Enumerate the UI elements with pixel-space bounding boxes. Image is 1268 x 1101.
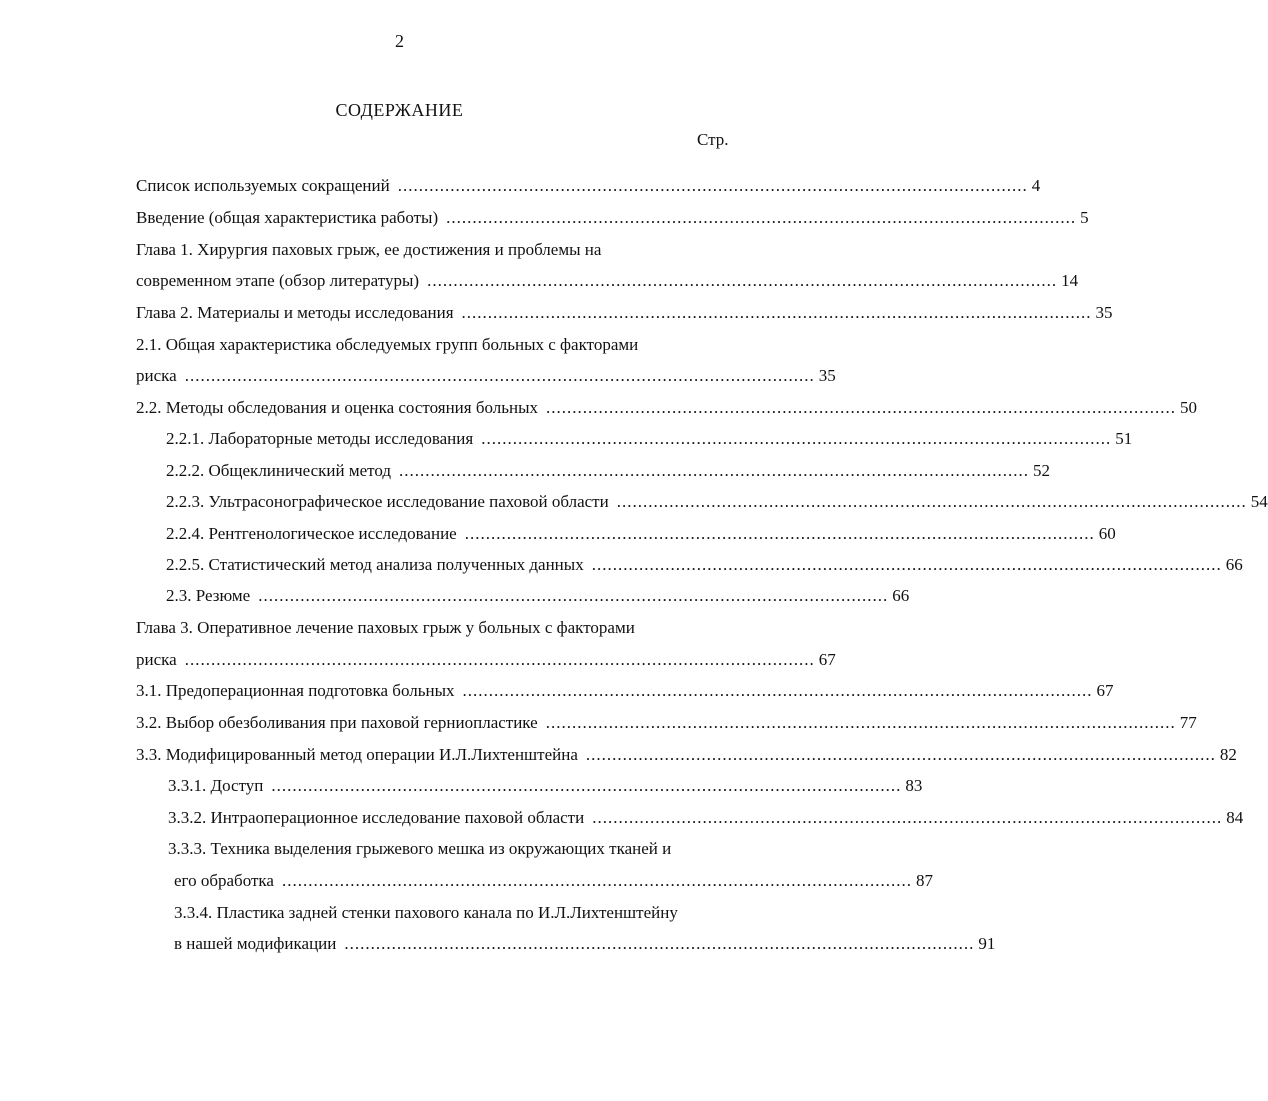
- toc-leader: ........................................................................................................................: [545, 713, 1176, 732]
- toc-entry-page: 83: [905, 776, 923, 795]
- toc-entry-line1: 3.3.4. Пластика задней стенки пахового канала по И.Л.Лихтенштейну: [174, 903, 678, 922]
- toc-leader: ........................................................................................................................: [427, 271, 1058, 290]
- toc-entry-line1: Глава 1. Хирургия паховых грыж, ее достижения и проблемы на: [136, 240, 602, 259]
- toc-entry-text: в нашей модификации: [174, 934, 337, 953]
- toc-entry: [136, 650, 836, 670]
- page-title: СОДЕРЖАНИЕ: [335, 100, 464, 120]
- toc-entry-text: 2.3. Резюме: [166, 586, 251, 605]
- toc-leader: ........................................................................................................................: [461, 303, 1092, 322]
- toc-entry-page: 35: [1095, 303, 1113, 322]
- toc-entry-page: 84: [1226, 808, 1244, 827]
- toc-entry-text: 2.2. Методы обследования и оценка состояния больных: [136, 398, 539, 417]
- toc-leader: ........................................................................................................................: [591, 555, 1222, 574]
- toc-entry-text: 3.2. Выбор обезболивания при паховой герниопластике: [136, 713, 538, 732]
- toc-leader: ........................................................................................................................: [546, 398, 1177, 417]
- toc-entry-text: 3.3.2. Интраоперационное исследование паховой области: [168, 808, 585, 827]
- toc-entry: [136, 366, 836, 386]
- toc-entry-text: 3.3. Модифицированный метод операции И.Л.Лихтенштейна: [136, 745, 578, 764]
- toc-leader: ........................................................................................................................: [585, 745, 1216, 764]
- toc-entry-page: 91: [978, 934, 996, 953]
- toc-leader: ........................................................................................................................: [616, 492, 1247, 511]
- toc-entry-text: 2.2.3. Ультрасонографическое исследование паховой области: [166, 492, 609, 511]
- toc-entry-text: 2.2.1. Лабораторные методы исследования: [166, 429, 474, 448]
- toc-entry: [168, 776, 923, 796]
- toc-entry: [136, 208, 1089, 228]
- toc-entry-page: 67: [1096, 681, 1114, 700]
- toc-entry-page: 52: [1033, 461, 1051, 480]
- toc-entry-line1: 3.3.3. Техника выделения грыжевого мешка из окружающих тканей и: [168, 839, 672, 858]
- toc-entry-page: 67: [818, 650, 836, 669]
- toc-entry: [166, 492, 1268, 512]
- toc-entry-text: 3.1. Предоперационная подготовка больных: [136, 681, 455, 700]
- toc-entry-page: 51: [1115, 429, 1133, 448]
- toc-leader: ........................................................................................................................: [281, 871, 912, 890]
- toc-entry-text: 2.2.5. Статистический метод анализа полученных данных: [166, 555, 584, 574]
- toc-entry-page: 14: [1061, 271, 1079, 290]
- toc-leader: ........................................................................................................................: [399, 461, 1030, 480]
- page-column-header: Стр.: [697, 130, 729, 149]
- toc-leader: ........................................................................................................................: [446, 208, 1077, 227]
- toc-entry: [136, 398, 1198, 418]
- toc-entry: [166, 586, 910, 606]
- toc-entry-page: 35: [818, 366, 836, 385]
- toc-leader: ........................................................................................................................: [271, 776, 902, 795]
- toc-entry-text: Введение (общая характеристика работы): [136, 208, 439, 227]
- toc-entry-page: 50: [1180, 398, 1198, 417]
- toc-entry-page: 87: [915, 871, 933, 890]
- toc-entry: [136, 681, 1114, 701]
- toc-entry: [136, 176, 1041, 196]
- toc-entry: [168, 808, 1244, 828]
- toc-entry-text: 3.3.1. Доступ: [168, 776, 264, 795]
- toc-entry: [136, 271, 1079, 291]
- toc-entry-text: 2.2.2. Общеклинический метод: [166, 461, 392, 480]
- toc-entry: [174, 871, 933, 891]
- toc-entry-text: современном этапе (обзор литературы): [136, 271, 420, 290]
- toc-entry: [166, 524, 1116, 544]
- toc-entry-text: риска: [136, 366, 177, 385]
- toc-leader: ........................................................................................................................: [464, 524, 1095, 543]
- toc-entry-page: 5: [1080, 208, 1089, 227]
- toc-entry: [166, 461, 1051, 481]
- toc-leader: ........................................................................................................................: [481, 429, 1112, 448]
- toc-entry-page: 66: [892, 586, 910, 605]
- toc-entry-page: 4: [1031, 176, 1041, 195]
- toc-entry: [166, 555, 1243, 575]
- toc-entry: [166, 429, 1133, 449]
- toc-entry: [174, 934, 996, 954]
- toc-entry-text: Глава 2. Материалы и методы исследования: [136, 303, 454, 322]
- toc-entry-page: 66: [1225, 555, 1243, 574]
- toc-entry-page: 60: [1098, 524, 1116, 543]
- toc-leader: ........................................................................................................................: [184, 650, 815, 669]
- toc-entry-page: 77: [1179, 713, 1197, 732]
- toc-entry-line1: 2.1. Общая характеристика обследуемых групп больных с факторами: [136, 335, 639, 354]
- toc-entry-line1: Глава 3. Оперативное лечение паховых грыж у больных с факторами: [136, 618, 635, 637]
- page-number: 2: [395, 31, 404, 51]
- toc-leader: ........................................................................................................................: [184, 366, 815, 385]
- toc-entry-text: риска: [136, 650, 177, 669]
- toc-entry: [136, 745, 1237, 765]
- toc-leader: ........................................................................................................................: [462, 681, 1093, 700]
- toc-leader: ........................................................................................................................: [258, 586, 889, 605]
- toc-leader: ........................................................................................................................: [592, 808, 1223, 827]
- toc-entry-page: 54: [1250, 492, 1268, 511]
- toc-leader: ........................................................................................................................: [344, 934, 975, 953]
- toc-entry-text: 2.2.4. Рентгенологическое исследование: [166, 524, 457, 543]
- toc-entry: [136, 303, 1113, 323]
- toc-entry-text: Список используемых сокращений: [136, 176, 390, 195]
- toc-leader: ........................................................................................................................: [397, 176, 1028, 195]
- toc-entry: [136, 713, 1197, 733]
- toc-entry-page: 82: [1219, 745, 1237, 764]
- toc-entry-text: его обработка: [174, 871, 274, 890]
